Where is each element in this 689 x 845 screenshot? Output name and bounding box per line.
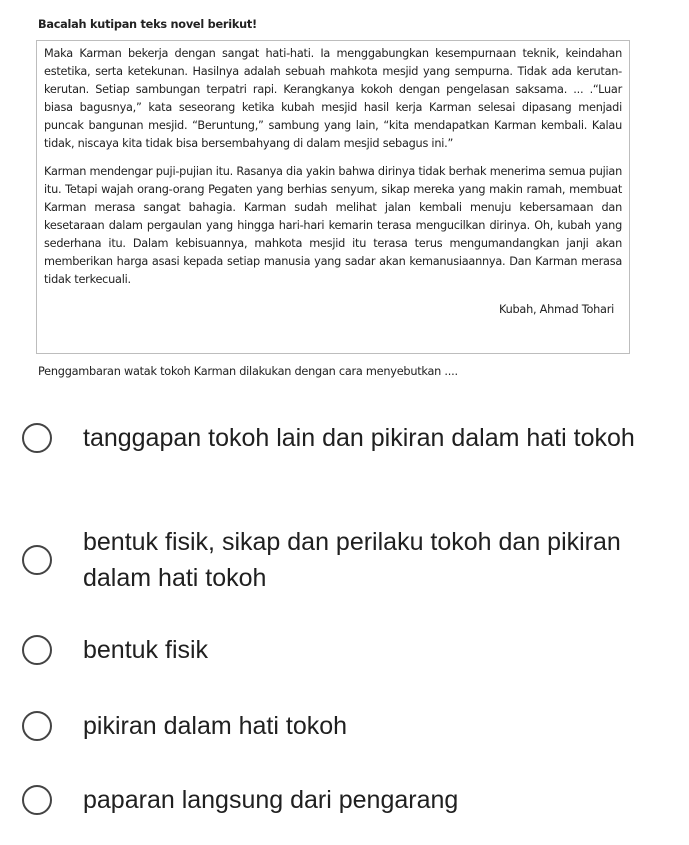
answer-option-3[interactable] (22, 632, 682, 668)
radio-button-icon[interactable] (22, 711, 52, 741)
answer-option-2[interactable] (22, 524, 682, 596)
novel-excerpt-box (36, 40, 630, 354)
answer-option-label[interactable]: bentuk fisik (83, 636, 209, 664)
answer-option-1[interactable] (22, 420, 682, 456)
radio-button-icon[interactable] (22, 423, 52, 453)
radio-button-icon[interactable] (22, 635, 52, 665)
question-prompt: Penggambaran watak tokoh Karman dilakukan dengan cara menyebutkan .... (38, 365, 458, 378)
radio-button-icon[interactable] (22, 785, 52, 815)
answer-option-label[interactable]: pikiran dalam hati tokoh (83, 712, 348, 740)
radio-button-icon[interactable] (22, 545, 52, 575)
answer-option-label[interactable]: paparan langsung dari pengarang (83, 786, 459, 814)
instruction-text: Bacalah kutipan teks novel berikut! (38, 18, 257, 31)
excerpt-paragraph-2: Karman mendengar puji-pujian itu. Rasanya dia yakin bahwa dirinya tidak berhak menerima semua pujian itu. Tetapi wajah orang-orang Pegaten yang berhias senyum, sikap mereka yang makin ramah, membuat Karman merasa sangat bahagia. Karman sudah melihat jalan kembali menuju kebersamaan dan kesetaraan dalam pergaulan yang hingga hari-hari kemarin terasa mengucilkan dirinya. Oh, kubah yang sederhana itu. Dalam kebisuannya, mahkota mesjid itu terasa terus mengumandangkan janji akan memberikan harga asasi kepada setiap manusia yang sadar akan kemanusiaannya. Dan Karman merasa tidak terkecuali. (44, 165, 623, 286)
excerpt-source: Kubah, Ahmad Tohari (498, 303, 614, 316)
answer-option-4[interactable] (22, 708, 682, 744)
answer-option-label[interactable]: bentuk fisik, sikap dan perilaku tokoh dan pikiran dalam hati tokoh (83, 528, 621, 592)
question-passage (36, 16, 636, 381)
answer-option-label[interactable]: tanggapan tokoh lain dan pikiran dalam hati tokoh (83, 424, 635, 452)
excerpt-paragraph-1: Maka Karman bekerja dengan sangat hati-hati. Ia menggabungkan kesempurnaan teknik, keindahan estetika, serta ketekunan. Hasilnya adalah sebuah mahkota mesjid yang sempurna. Tidak ada kerutan-kerutan. Setiap sambungan terpatri rapi. Kerangkanya kokoh dengan pengelasan saksama. ... .“Luar biasa bagusnya,” kata seseorang ketika kubah mesjid hasil kerja Karman selesai dipasang menjadi puncak bangunan mesjid. “Beruntung,” sambung yang lain, “kita mendapatkan Karman kembali. Kalau tidak, niscaya kita tidak bisa bersembahyang di dalam mesjid sebagus ini.” (44, 47, 622, 150)
answer-option-5[interactable] (22, 782, 682, 818)
